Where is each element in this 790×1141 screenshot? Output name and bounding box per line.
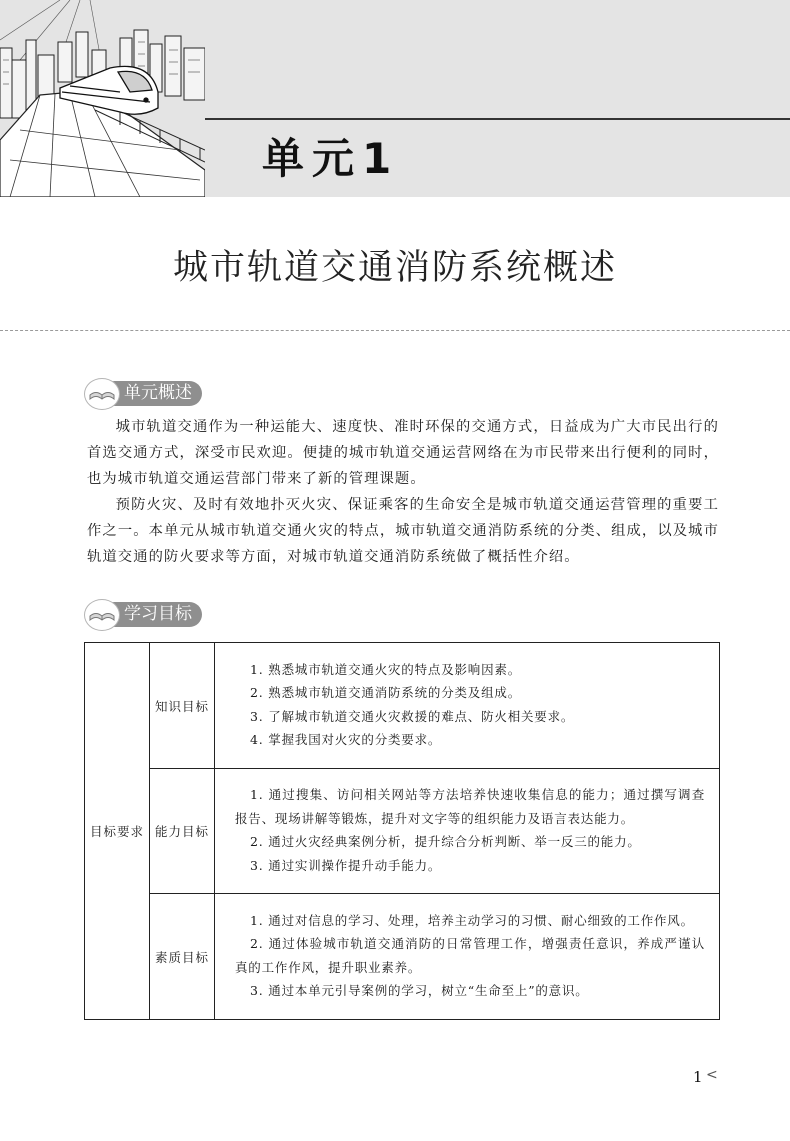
header-band (0, 0, 790, 197)
category-items (215, 643, 720, 769)
table-row (85, 894, 720, 1020)
list-item: 3. 通过本单元引导案例的学习，树立“生命至上”的意识。 (250, 983, 589, 998)
group-label: 目标要求 (85, 643, 150, 1020)
category-label: 能力目标 (150, 769, 215, 894)
page-marker-icon: < (706, 1067, 718, 1083)
objectives-table (84, 642, 720, 1020)
unit-title: 单元1 (262, 134, 400, 183)
category-items (215, 769, 720, 894)
list-item: 1. 通过对信息的学习、处理，培养主动学习的习惯、耐心细致的工作作风。 (250, 912, 694, 928)
category-label: 素质目标 (150, 894, 215, 1020)
chapter-title: 城市轨道交通消防系统概述 (172, 248, 617, 288)
objectives-badge-label: 学习目标 (102, 602, 202, 627)
table-row (85, 769, 720, 894)
list-item: 3. 了解城市轨道交通火灾救援的难点、防火相关要求。 (250, 708, 575, 724)
list-item: 2. 熟悉城市轨道交通消防系统的分类及组成。 (250, 685, 522, 700)
divider (0, 330, 790, 331)
list-item: 2. 通过体验城市轨道交通消防的日常管理工作，增强责任意识，养成严谨认真的工作作风，提升职业素养。 (235, 936, 705, 975)
category-items (215, 894, 720, 1020)
list-item: 3. 通过实训操作提升动手能力。 (250, 857, 442, 873)
header-rule (205, 118, 790, 120)
page-number: 1 (693, 1068, 703, 1086)
open-book-icon (84, 378, 120, 410)
category-label: 知识目标 (150, 643, 215, 769)
open-book-icon (84, 599, 120, 631)
overview-badge-label: 单元概述 (102, 381, 202, 406)
overview-paragraph-1: 城市轨道交通作为一种运能大、速度快、准时环保的交通方式，日益成为广大市民出行的首选交通方式，深受市民欢迎。便捷的城市轨道交通运营网络在为市民带来出行便利的同时，也为城市轨道交通运营部门带来了新的管理课题。 (87, 419, 719, 487)
city-train-illustration (0, 0, 205, 197)
list-item: 4. 掌握我国对火灾的分类要求。 (250, 732, 442, 747)
list-item: 1. 熟悉城市轨道交通火灾的特点及影响因素。 (250, 661, 522, 677)
overview-paragraph-2: 预防火灾、及时有效地扑灭火灾、保证乘客的生命安全是城市轨道交通运营管理的重要工作之一。本单元从城市轨道交通火灾的特点，城市轨道交通消防系统的分类、组成，以及城市轨道交通的防火要求等方面，对城市轨道交通消防系统做了概括性介绍。 (87, 497, 719, 565)
list-item: 2. 通过火灾经典案例分析，提升综合分析判断、举一反三的能力。 (250, 834, 641, 849)
table-row (85, 643, 720, 769)
list-item: 1. 通过搜集、访问相关网站等方法培养快速收集信息的能力；通过撰写调查报告、现场讲解等锻炼，提升对文字等的组织能力及语言表达能力。 (235, 787, 705, 826)
